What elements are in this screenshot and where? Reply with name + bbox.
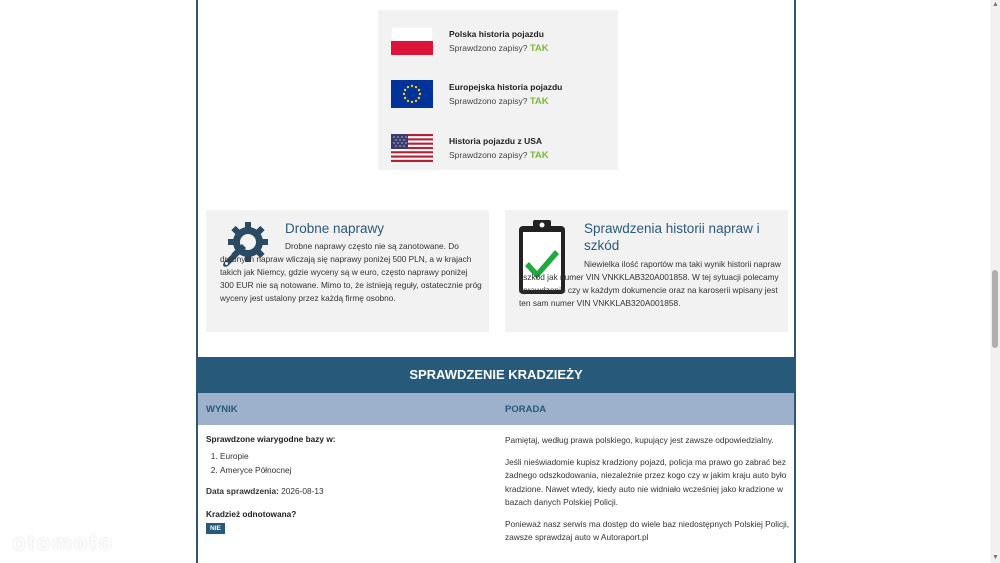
column-header-result: WYNIK: [206, 404, 238, 415]
theft-result-column: [206, 434, 486, 534]
card-text: Niewielka ilość raportów ma taki wynik historii napraw i szkód jak numer VIN VNKKLAB320A001858. W tej sytuacji polecamy sprawdzenie czy w każdym dokumencie oraz na karoserii wpisany jest ten sam numer VIN VNKKLAB320A001858.: [519, 259, 781, 308]
history-item-title: Historia pojazdu z USA: [449, 136, 543, 146]
theft-recorded-label: Kradzież odnotowana?: [206, 509, 297, 519]
repair-history-card: [505, 210, 788, 332]
theft-table-header: [198, 393, 794, 425]
page-scrollbar[interactable]: [990, 0, 1000, 563]
report-content: [196, 0, 796, 563]
usa-flag-icon: [391, 134, 433, 162]
list-item: 2. Ameryce Północnej: [220, 463, 486, 477]
advice-paragraph: Pamiętaj, według prawa polskiego, kupujący jest zawsze odpowiedzialny.: [505, 435, 774, 445]
list-item: 1. Europie: [220, 449, 486, 463]
card-title: Sprawdzenia historii napraw i szkód: [584, 221, 760, 253]
history-item-check: Sprawdzono zapisy? TAK: [449, 43, 549, 54]
theft-section-header: SPRAWDZENIE KRADZIEŻY: [198, 357, 794, 393]
advice-paragraph: Jeśli nieświadomie kupisz kradziony pojazd, policja ma prawo go zabrać bez żadnego odszkodowania, niezależnie przez kogo czy w jakim kraju auto było kradzione. Nawet wtedy, kiedy auto nie widniało wcześniej jako kradzione w bazach danych Polskiej Policji.: [505, 456, 787, 507]
history-item-check: Sprawdzono zapisy? TAK: [449, 150, 549, 161]
history-item-title: Polska historia pojazdu: [449, 29, 544, 39]
databases-label: Sprawdzone wiarygodne bazy w:: [206, 434, 336, 444]
advice-paragraph: Ponieważ nasz serwis ma dostęp do wiele baz niedostępnych Polskiej Policji, zawsze sprawdzaj auto w Autoraport.pl: [505, 518, 790, 542]
minor-repairs-card: [206, 210, 489, 332]
watermark-logo: otomoto: [12, 530, 114, 555]
check-value-yes: TAK: [529, 96, 549, 107]
check-date: Data sprawdzenia: 2026-08-13: [206, 486, 324, 496]
history-item-poland: [378, 19, 618, 59]
poland-flag-icon: [391, 27, 433, 55]
check-value-yes: TAK: [529, 150, 549, 161]
card-title: Drobne naprawy: [285, 221, 385, 236]
history-item-title: Europejska historia pojazdu: [449, 82, 563, 92]
scroll-up-arrow-icon[interactable]: ▲: [992, 1, 999, 8]
history-item-check: Sprawdzono zapisy? TAK: [449, 96, 549, 107]
scroll-down-arrow-icon[interactable]: ▼: [992, 554, 999, 561]
status-badge: NIE: [206, 523, 225, 534]
column-header-advice: PORADA: [505, 404, 547, 415]
history-sources-box: [378, 10, 618, 170]
theft-advice-column: [505, 434, 790, 553]
databases-list: [206, 449, 486, 477]
scrollbar-thumb[interactable]: [992, 270, 998, 348]
check-date-value: 2026-08-13: [281, 486, 324, 496]
card-text: Drobne naprawy często nie są zanotowane. Do drobnych napraw wliczają się naprawy poniżej 500 PLN, a w krajach takich jak Niemcy, gdzie wyceny są w euro, często naprawy poniżej 300 EUR nie są notowane. Mimo to, że istnieją reguły, ostatecznie próg wyceny jest ustalony przez każdą firmę osobno.: [220, 241, 482, 303]
history-item-usa: [378, 126, 618, 166]
eu-flag-icon: [391, 80, 433, 108]
history-item-europe: [378, 72, 618, 112]
page-right-margin: [796, 0, 1000, 563]
page-left-margin: [0, 0, 196, 563]
check-value-yes: TAK: [529, 43, 549, 54]
